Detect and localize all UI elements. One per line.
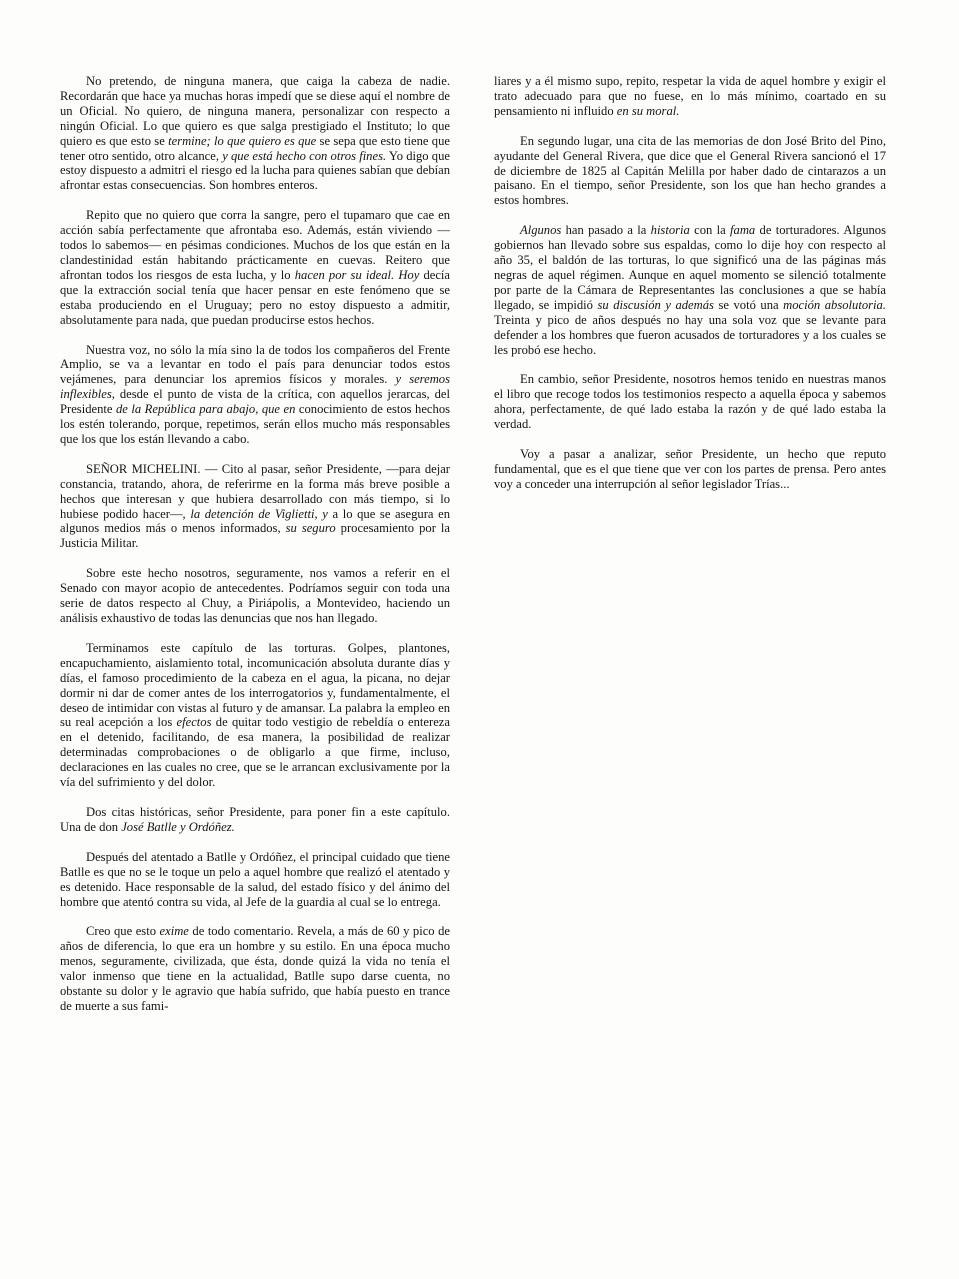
italic-text-segment: José Batlle y Ordóñez. xyxy=(121,819,235,834)
text-segment: En cambio, señor Presidente, nosotros hemos tenido en nuestras manos el libro que recoge todos los testimonios respecto a aquella época y sabemos ahora, perfectamente, de qué lado estaba la razón y de qué lado estaba la verdad. xyxy=(494,372,886,432)
text-segment: han pasado a la xyxy=(561,223,651,238)
italic-text-segment: efectos xyxy=(176,715,212,730)
italic-text-segment: en su moral. xyxy=(616,103,680,118)
paragraph xyxy=(60,74,450,193)
italic-text-segment: y que está hecho con otros fines. xyxy=(222,148,387,163)
text-segment: de torturadores. Algunos gobiernos han llevado sobre sus espaldas, como lo dije hoy con respecto al año 35, el baldón de las torturas, lo que significó una de las páginas más negras de aquel régimen. Aunque en aquel momento se silenció totalmente por parte de la Cámara de Representantes las conclusiones a que se había llegado, se impidió xyxy=(494,223,886,312)
text-segment: Treinta y pico de años después no hay una sola voz que se levante para defender a los hombres que fueron acusados de torturadores y a los cuales se les probó ese hecho. xyxy=(494,312,886,357)
text-segment: se votó una xyxy=(713,297,784,312)
text-segment: Dos citas históricas, señor Presidente, para poner fin a este capítulo. Una de don xyxy=(60,804,450,834)
text-segment: conocimiento de estos hechos los estén tolerando, porque, repetimos, serán ellos mucho más responsables que los que los están llevando a cabo. xyxy=(60,402,451,446)
text-segment: con la xyxy=(689,223,731,238)
paragraph xyxy=(494,223,886,357)
italic-text-segment: la detención de Viglietti, y xyxy=(190,506,328,521)
text-segment: En segundo lugar, una cita de las memorias de don José Brito del Pino, ayudante del General Rivera, que dice que el General Rivera sancionó el 17 de diciembre de 1825 al Capitán Melilla por haber dado de cintarazos a un paisano. En el tiempo, señor Presidente, son los que han hecho grandes a estos hombres. xyxy=(494,133,886,208)
paragraph xyxy=(60,924,450,1013)
paragraph xyxy=(494,447,886,492)
right-column xyxy=(494,74,886,507)
text-segment: Nuestra voz, no sólo la mía sino la de todos los compañeros del Frente Amplio, se va a levantar en todo el país para denunciar todos estos vejámenes, para denunciar los apremios físicos y morales. xyxy=(60,342,450,387)
text-segment: No pretendo, de ninguna manera, que caiga la cabeza de nadie. Recordarán que hace ya muchas horas impedí que se diese aquí el nombre de un Oficial. No quiero, de ninguna manera, personalizar con respecto a ningún Oficial. Lo que quiero es que salga prestigiado el Instituto; lo que quiero es que esto se xyxy=(60,74,450,148)
text-segment: Terminamos este capítulo de las torturas. Golpes, plantones, encapuchamiento, aislamiento total, incomunicación absoluta durante días y días, el famoso procedimiento de la cabeza en el agua, la picana, no dejar dormir ni dar de comer antes de los interrogatorios y, fundamentalmente, el deseo de intimidar con vistas al futuro y de amansar. La palabra la empleo en su real acepción a los xyxy=(60,640,450,730)
paragraph xyxy=(60,805,450,835)
italic-text-segment: exime xyxy=(159,924,189,939)
paragraph xyxy=(494,74,886,119)
paragraph xyxy=(60,641,450,790)
paragraph xyxy=(494,134,886,209)
paragraph xyxy=(60,208,450,327)
italic-text-segment: termine; lo que quiero es que xyxy=(168,133,317,148)
text-segment: Creo que esto xyxy=(86,924,160,939)
paragraph xyxy=(60,566,450,626)
text-segment: liares y a él mismo supo, repito, respetar la vida de aquel hombre y exigir el trato adecuado para que no fuese, en lo más mínimo, coartado en su pensamiento ni influido xyxy=(494,74,886,118)
text-segment: Sobre este hecho nosotros, seguramente, nos vamos a referir en el Senado con mayor acopio de antecedentes. Podríamos seguir con toda una serie de datos respecto al Chuy, a Piriápolis, a Montevideo, haciendo un análisis exhaustivo de todas las denuncias que nos han llegado. xyxy=(60,566,450,625)
italic-text-segment: moción absolutoria. xyxy=(783,297,886,312)
text-segment: SEÑOR MICHELINI. — Cito al pasar, señor Presidente, —para dejar constancia, tratando, ahora, de referirme en la forma más breve posible a hechos que interesan y que hubiera desarrollado con más tiempo, si lo hubiese podido hacer—, xyxy=(60,461,450,521)
italic-text-segment: historia xyxy=(650,223,690,238)
text-segment: Yo digo que estoy dispuesto a admitri el riesgo ed la lucha para quienes sabían que debían afrontar estas consecuencias. Son hombres enteros. xyxy=(60,148,450,193)
italic-text-segment: y seremos inflexibles, xyxy=(60,372,450,402)
text-segment: procesamiento por la Justicia Militar. xyxy=(60,521,450,551)
text-segment: Repito que no quiero que corra la sangre, pero el tupamaro que cae en acción sabía perfectamente que afrontaba eso. Además, están viviendo —todos lo sabemos— en pésimas condiciones. Muchos de los que están en la clandestinidad están habitando prácticamente en cuevas. Reitero que afrontan todos los riesgos de esta lucha, y lo xyxy=(60,208,450,282)
italic-text-segment: su seguro xyxy=(285,521,336,536)
text-segment: decía que la extracción social tenía que hacer pensar en este fenómeno que se estaba produciendo en el Uruguay; pero no estoy dispuesto a admitir, absolutamente para nada, que puedan producirse estos hechos. xyxy=(60,267,451,327)
italic-text-segment: fama xyxy=(730,223,756,238)
italic-text-segment: Algunos xyxy=(520,223,562,238)
left-column xyxy=(60,74,450,1029)
text-segment: de todo comentario. Revela, a más de 60 y pico de años de diferencia, lo que era un hombre y su estilo. En una época mucho menos, seguramente, civilizada, que ésta, donde quizá la vida no tenía el valor inmenso que tiene en la actualidad, Batlle supo darse cuenta, no obstante su dolor y le agravio que había sufrido, que había puesto en trance de muerte a sus fami- xyxy=(60,924,450,1013)
text-segment: Voy a pasar a analizar, señor Presidente, un hecho que reputo fundamental, que es el que tiene que ver con los partes de prensa. Pero antes voy a conceder una interrupción al señor legislador Trías... xyxy=(494,447,886,491)
paragraph xyxy=(60,850,450,910)
paragraph xyxy=(494,372,886,432)
text-segment: se sepa que esto tiene que tener otro sentido, otro alcance, xyxy=(60,133,450,163)
italic-text-segment: su discusión y además xyxy=(597,297,714,312)
paragraph xyxy=(60,343,450,447)
text-segment: Después del atentado a Batlle y Ordóñez, el principal cuidado que tiene Batlle es que no se le toque un pelo a aquel hombre que realizó el atentado y es detenido. Hace responsable de la salud, del estado físico y del ánimo del hombre que atentó contra su vida, al Jefe de la guardia al cual se lo entrega. xyxy=(60,849,450,909)
text-segment: desde el punto de vista de la crítica, con aquellos jerarcas, del Presidente xyxy=(60,387,450,417)
italic-text-segment: de la República para abajo, que en xyxy=(115,402,296,417)
text-segment: de quitar todo vestigio de rebeldía o entereza en el detenido, facilitando, de esa manera, la posibilidad de realizar determinadas comprobaciones o de obligarlo a que firme, incluso, declaraciones en las cuales no cree, que se le arrancan exclusivamente por la vía del sufrimiento y del dolor. xyxy=(60,715,450,790)
paragraph xyxy=(60,462,450,551)
text-segment: a lo que se asegura en algunos medios más o menos informados, xyxy=(60,506,451,536)
italic-text-segment: hacen por su ideal. Hoy xyxy=(294,267,420,282)
